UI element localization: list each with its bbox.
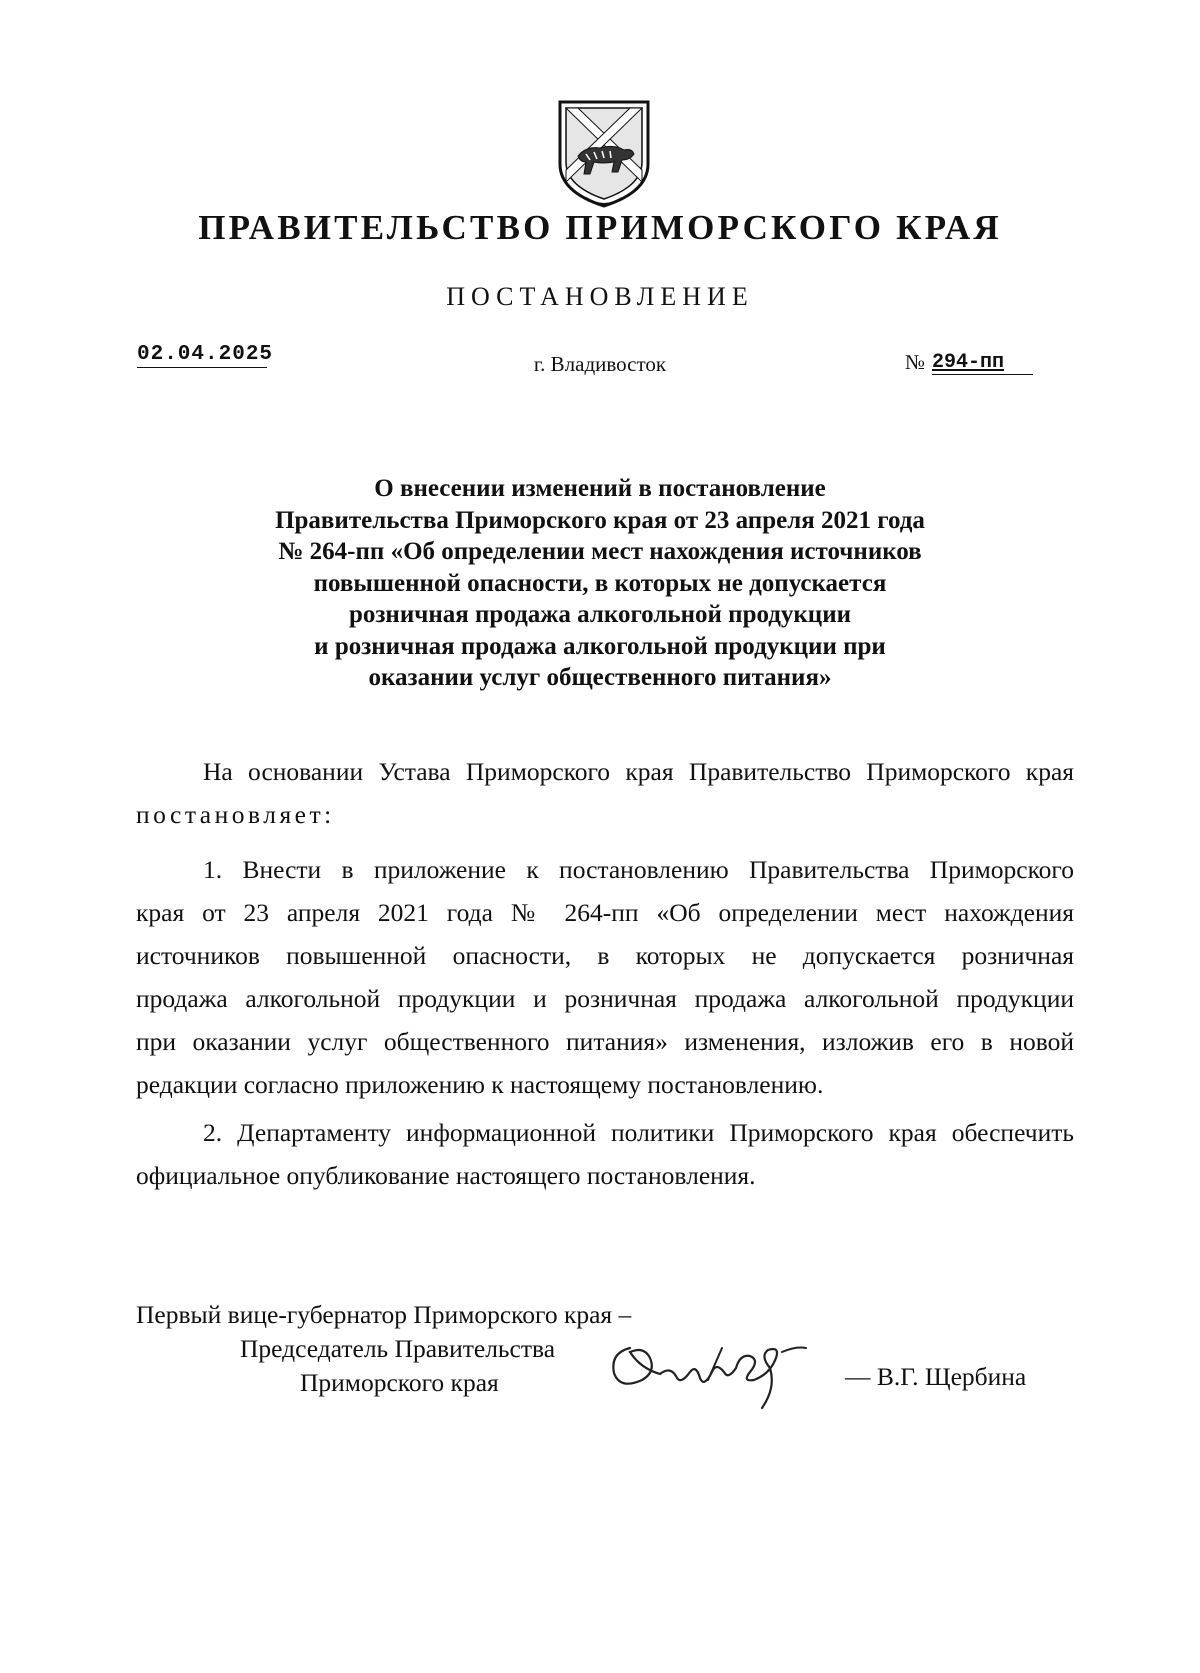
government-title: ПРАВИТЕЛЬСТВО ПРИМОРСКОГО КРАЯ <box>198 208 1002 247</box>
subject-line: О внесении изменений в постановление <box>374 475 826 502</box>
handwritten-signature-icon <box>600 1328 830 1413</box>
signature-dash: — <box>845 1362 871 1391</box>
document-date: 02.04.2025 <box>137 343 274 366</box>
clause-2-line: 2. Департаменту информационной политики Приморского края обеспечить <box>203 1118 1074 1147</box>
subject-line: Правительства Приморского края от 23 апреля 2021 года <box>275 506 925 534</box>
signatory-name: В.Г. Щербина <box>876 1362 1027 1391</box>
preamble-line: На основании Устава Приморского края Правительство Приморского края <box>203 757 1074 786</box>
document-city: г. Владивосток <box>533 352 667 376</box>
subject-line: № 264-пп «Об определении мест нахождения источников <box>278 538 922 565</box>
subject-line: розничная продажа алкогольной продукции <box>348 601 852 628</box>
clause-1-paragraph <box>136 848 1074 1106</box>
number-label: № <box>905 350 926 374</box>
clause-2-line: официальное опубликование настоящего постановления. <box>136 1161 756 1190</box>
signatory-position-line: Первый вице-губернатор Приморского края – <box>136 1300 632 1329</box>
coat-of-arms-icon <box>556 98 652 210</box>
signatory-position-line: Приморского края <box>300 1368 499 1397</box>
clause-1-line: края от 23 апреля 2021 года № 264-пп «Об определении мест нахождения <box>136 898 1074 927</box>
signatory-name-line <box>845 1362 1026 1392</box>
subject-line: оказании услуг общественного питания» <box>368 664 832 691</box>
clause-1-line: 1. Внести в приложение к постановлению Правительства Приморского <box>203 855 1074 884</box>
subject-line: повышенной опасности, в которых не допускается <box>313 569 887 597</box>
clause-1-line: при оказании услуг общественного питания» изменения, изложив его в новой <box>136 1027 1074 1056</box>
document-subject <box>200 473 1000 694</box>
document-number: 294-пп <box>932 352 1033 375</box>
signatory-position-line: Председатель Правительства <box>240 1334 556 1363</box>
preamble-paragraph <box>136 750 1074 836</box>
clause-1-line: редакции согласно приложению к настоящему постановлению. <box>136 1070 824 1099</box>
document-type: ПОСТАНОВЛЕНИЕ <box>446 282 754 311</box>
clause-1-line: продажа алкогольной продукции и розничная продажа алкогольной продукции <box>136 984 1074 1013</box>
clause-1-line: источников повышенной опасности, в которых не допускается розничная <box>136 941 1074 970</box>
subject-line: и розничная продажа алкогольной продукции при <box>314 632 886 660</box>
clause-2-paragraph <box>136 1111 1074 1197</box>
preamble-resolves: постановляет: <box>136 800 335 829</box>
